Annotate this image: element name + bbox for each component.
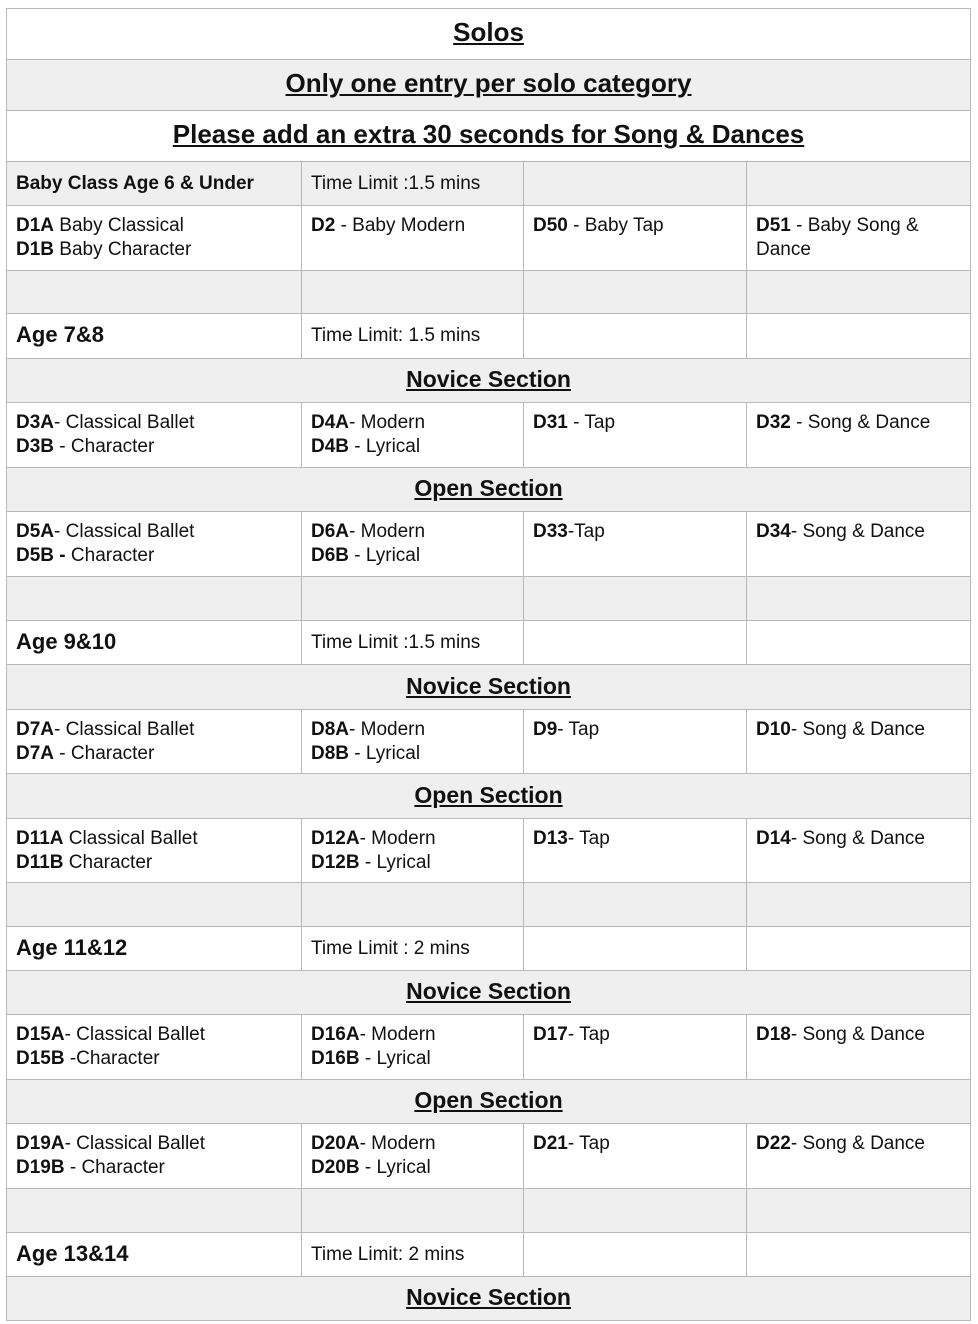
novice-section-title: Novice Section — [406, 672, 571, 699]
category-cell — [7, 1124, 302, 1189]
category-code: D33 — [533, 521, 568, 542]
category-cell — [302, 1015, 524, 1080]
category-code: D16B — [311, 1048, 360, 1069]
category-cell — [524, 512, 747, 577]
category-cell — [524, 1015, 747, 1080]
category-cell — [7, 1015, 302, 1080]
category-cell — [524, 710, 747, 774]
category-line — [311, 435, 514, 459]
empty-cell — [747, 162, 971, 206]
category-row — [7, 512, 971, 577]
title-row — [7, 9, 971, 60]
empty-cell — [524, 621, 747, 665]
category-code: D50 — [533, 215, 568, 236]
category-cell — [7, 819, 302, 883]
title-cell — [7, 9, 971, 60]
category-line — [16, 1132, 292, 1156]
category-code: D14 — [756, 828, 791, 849]
empty-cell — [302, 1189, 524, 1233]
category-line — [311, 742, 514, 766]
category-cell — [747, 819, 971, 883]
category-line — [311, 1023, 514, 1047]
category-code: D15B — [16, 1048, 65, 1069]
category-cell — [7, 403, 302, 468]
category-code: D5B - — [16, 545, 66, 566]
category-text: - Lyrical — [349, 436, 421, 457]
category-text: - Classical Ballet — [64, 1133, 206, 1154]
category-text: - Tap — [567, 828, 610, 849]
time-limit-cell — [302, 162, 524, 206]
category-text: - Character — [64, 1157, 165, 1178]
category-code: D8B — [311, 743, 350, 764]
category-cell — [747, 710, 971, 774]
category-cell — [302, 819, 524, 883]
novice-section-title: Novice Section — [406, 978, 571, 1004]
baby-header-row — [7, 162, 971, 206]
category-row — [7, 206, 971, 271]
category-code: D7A — [16, 719, 55, 740]
category-code: D2 — [311, 215, 336, 236]
spacer-row — [7, 883, 971, 927]
category-text: -Character — [64, 1048, 160, 1069]
empty-cell — [747, 577, 971, 621]
section-row — [7, 359, 971, 403]
category-cell — [747, 512, 971, 577]
age-header-row — [7, 1233, 971, 1277]
spacer-row — [7, 577, 971, 621]
empty-cell — [7, 271, 302, 314]
section-row — [7, 665, 971, 710]
category-code: D1B — [16, 239, 55, 260]
category-text: - Classical Ballet — [54, 521, 195, 542]
category-line — [16, 1156, 292, 1180]
category-cell — [302, 403, 524, 468]
category-code: D6B — [311, 545, 350, 566]
category-line — [311, 411, 514, 435]
category-text: Character — [65, 545, 155, 566]
category-code: D11B — [16, 852, 64, 873]
open-section-title: Open Section — [414, 475, 563, 501]
category-line — [311, 827, 514, 851]
age-header-row — [7, 314, 971, 359]
category-code: D31 — [533, 412, 568, 433]
category-row — [7, 819, 971, 883]
category-line — [311, 718, 514, 742]
category-code: D3B — [16, 436, 55, 457]
empty-cell — [7, 577, 302, 621]
category-cell — [302, 710, 524, 774]
category-cell — [302, 1124, 524, 1189]
category-cell — [747, 206, 971, 271]
category-text: - Modern — [359, 1024, 436, 1045]
category-cell — [524, 403, 747, 468]
category-line — [16, 851, 292, 875]
solos-table — [6, 8, 971, 1321]
empty-cell — [747, 621, 971, 665]
time-limit: Time Limit : 2 mins — [311, 937, 470, 959]
section-row — [7, 971, 971, 1015]
category-code: D15A — [16, 1024, 65, 1045]
category-text: - Song & Dance — [790, 521, 925, 542]
category-cell — [747, 1124, 971, 1189]
category-text: - Character — [54, 743, 155, 764]
category-line — [16, 520, 292, 544]
category-text: - Modern — [359, 828, 436, 849]
empty-cell — [524, 927, 747, 971]
time-limit: Time Limit: 1.5 mins — [311, 325, 481, 346]
category-text: - Modern — [359, 1133, 436, 1154]
category-text: - Tap — [557, 719, 600, 740]
section-cell — [7, 971, 971, 1015]
category-line — [16, 1023, 292, 1047]
category-code: D16A — [311, 1024, 360, 1045]
section-row — [7, 1080, 971, 1124]
category-code: D8A — [311, 719, 350, 740]
empty-cell — [524, 883, 747, 927]
category-line — [16, 411, 292, 435]
page-title: Solos — [453, 17, 524, 47]
age-label: Age 11&12 — [16, 934, 128, 960]
empty-cell — [302, 883, 524, 927]
category-cell — [524, 206, 747, 271]
empty-cell — [524, 1233, 747, 1277]
category-code: D22 — [756, 1133, 791, 1154]
category-text: - Modern — [349, 412, 426, 433]
category-text: - Classical Ballet — [54, 412, 195, 433]
category-cell — [302, 206, 524, 271]
empty-cell — [524, 577, 747, 621]
category-code: D13 — [533, 828, 568, 849]
empty-cell — [7, 1189, 302, 1233]
category-text: Baby Character — [54, 239, 192, 260]
category-line — [16, 214, 292, 238]
category-text: -Tap — [567, 521, 605, 542]
category-code: D51 — [756, 215, 791, 236]
category-line — [311, 544, 514, 568]
time-limit: Time Limit: 2 mins — [311, 1243, 465, 1265]
category-text: - Character — [54, 436, 155, 457]
category-cell — [747, 403, 971, 468]
age-label-cell — [7, 927, 302, 971]
category-line — [16, 1047, 292, 1071]
subtitle-row — [7, 60, 971, 111]
category-cell — [524, 819, 747, 883]
category-cell — [7, 206, 302, 271]
category-code: D6A — [311, 521, 350, 542]
category-line — [16, 435, 292, 459]
time-limit: Time Limit :1.5 mins — [311, 631, 481, 653]
category-line — [16, 718, 292, 742]
category-code: D34 — [756, 521, 791, 542]
category-code: D12A — [311, 828, 360, 849]
category-text: - Lyrical — [359, 1157, 431, 1178]
note-cell — [7, 111, 971, 162]
category-code: D19A — [16, 1133, 65, 1154]
category-line — [311, 520, 514, 544]
section-row — [7, 1277, 971, 1321]
category-text: - Tap — [567, 1024, 610, 1045]
category-row — [7, 1124, 971, 1189]
age-label: Age 13&14 — [16, 1240, 129, 1266]
category-line — [311, 1156, 514, 1180]
category-cell — [524, 1124, 747, 1189]
page-subtitle: Only one entry per solo category — [285, 68, 692, 98]
category-row — [7, 710, 971, 774]
empty-cell — [7, 883, 302, 927]
category-code: D5A — [16, 521, 55, 542]
empty-cell — [524, 162, 747, 206]
time-limit-cell — [302, 621, 524, 665]
category-text: - Baby Song & Dance — [756, 215, 919, 260]
section-cell — [7, 1277, 971, 1321]
section-cell — [7, 359, 971, 403]
spacer-row — [7, 1189, 971, 1233]
empty-cell — [302, 271, 524, 314]
category-code: D1A — [16, 215, 55, 236]
age-label: Baby Class Age 6 & Under — [16, 172, 254, 194]
category-code: D9 — [533, 719, 558, 740]
category-text: - Song & Dance — [790, 828, 925, 849]
category-text: - Classical Ballet — [54, 719, 195, 740]
category-line — [311, 851, 514, 875]
age-header-row — [7, 621, 971, 665]
age-label-cell — [7, 1233, 302, 1277]
section-cell — [7, 665, 971, 710]
age-label-cell — [7, 162, 302, 206]
section-row — [7, 774, 971, 819]
category-code: D4B — [311, 436, 350, 457]
category-code: D4A — [311, 412, 350, 433]
time-limit-cell — [302, 314, 524, 359]
note-row — [7, 111, 971, 162]
novice-section-title: Novice Section — [406, 366, 571, 392]
empty-cell — [747, 927, 971, 971]
category-text: Classical Ballet — [63, 828, 198, 849]
empty-cell — [747, 314, 971, 359]
open-section-title: Open Section — [414, 781, 563, 808]
category-text: - Baby Modern — [335, 215, 466, 236]
empty-cell — [524, 271, 747, 314]
empty-cell — [524, 314, 747, 359]
category-code: D12B — [311, 852, 360, 873]
age-label: Age 7&8 — [16, 322, 105, 347]
age-label-cell — [7, 621, 302, 665]
time-limit-cell — [302, 1233, 524, 1277]
category-text: - Song & Dance — [790, 719, 925, 740]
section-row — [7, 468, 971, 512]
subtitle-cell — [7, 60, 971, 111]
category-text: - Lyrical — [349, 743, 421, 764]
category-text: - Lyrical — [349, 545, 421, 566]
empty-cell — [747, 883, 971, 927]
category-line — [16, 544, 292, 568]
category-cell — [7, 710, 302, 774]
category-text: Character — [63, 852, 153, 873]
category-code: D11A — [16, 828, 64, 849]
section-cell — [7, 468, 971, 512]
spacer-row — [7, 271, 971, 314]
category-row — [7, 403, 971, 468]
category-code: D32 — [756, 412, 791, 433]
category-line — [16, 238, 292, 262]
category-code: D18 — [756, 1024, 791, 1045]
category-line — [311, 1132, 514, 1156]
category-code: D20A — [311, 1133, 360, 1154]
empty-cell — [747, 271, 971, 314]
category-line — [16, 742, 292, 766]
category-text: Baby Classical — [54, 215, 184, 236]
song-dance-note: Please add an extra 30 seconds for Song & Dances — [172, 119, 805, 149]
category-text: - Modern — [349, 719, 426, 740]
category-text: - Baby Tap — [567, 215, 664, 236]
time-limit-cell — [302, 927, 524, 971]
category-code: D21 — [533, 1133, 568, 1154]
category-text: - Classical Ballet — [64, 1024, 206, 1045]
time-limit: Time Limit :1.5 mins — [311, 172, 481, 194]
category-text: - Tap — [567, 1133, 610, 1154]
category-code: D7A — [16, 743, 55, 764]
category-text: - Song & Dance — [790, 1024, 925, 1045]
age-header-row — [7, 927, 971, 971]
category-line — [16, 827, 292, 851]
category-text: - Lyrical — [359, 852, 431, 873]
open-section-title: Open Section — [414, 1087, 563, 1113]
category-cell — [747, 1015, 971, 1080]
age-label: Age 9&10 — [16, 628, 117, 654]
category-line — [311, 1047, 514, 1071]
category-text: - Modern — [349, 521, 426, 542]
category-text: - Tap — [567, 412, 616, 433]
category-code: D17 — [533, 1024, 568, 1045]
category-code: D20B — [311, 1157, 360, 1178]
category-code: D3A — [16, 412, 55, 433]
age-label-cell — [7, 314, 302, 359]
category-cell — [302, 512, 524, 577]
category-text: - Song & Dance — [790, 412, 931, 433]
category-cell — [7, 512, 302, 577]
novice-section-title: Novice Section — [406, 1284, 571, 1310]
category-text: - Song & Dance — [790, 1133, 925, 1154]
section-cell — [7, 774, 971, 819]
section-cell — [7, 1080, 971, 1124]
empty-cell — [524, 1189, 747, 1233]
category-text: - Lyrical — [359, 1048, 431, 1069]
category-row — [7, 1015, 971, 1080]
empty-cell — [302, 577, 524, 621]
empty-cell — [747, 1189, 971, 1233]
empty-cell — [747, 1233, 971, 1277]
category-code: D10 — [756, 719, 791, 740]
category-code: D19B — [16, 1157, 65, 1178]
